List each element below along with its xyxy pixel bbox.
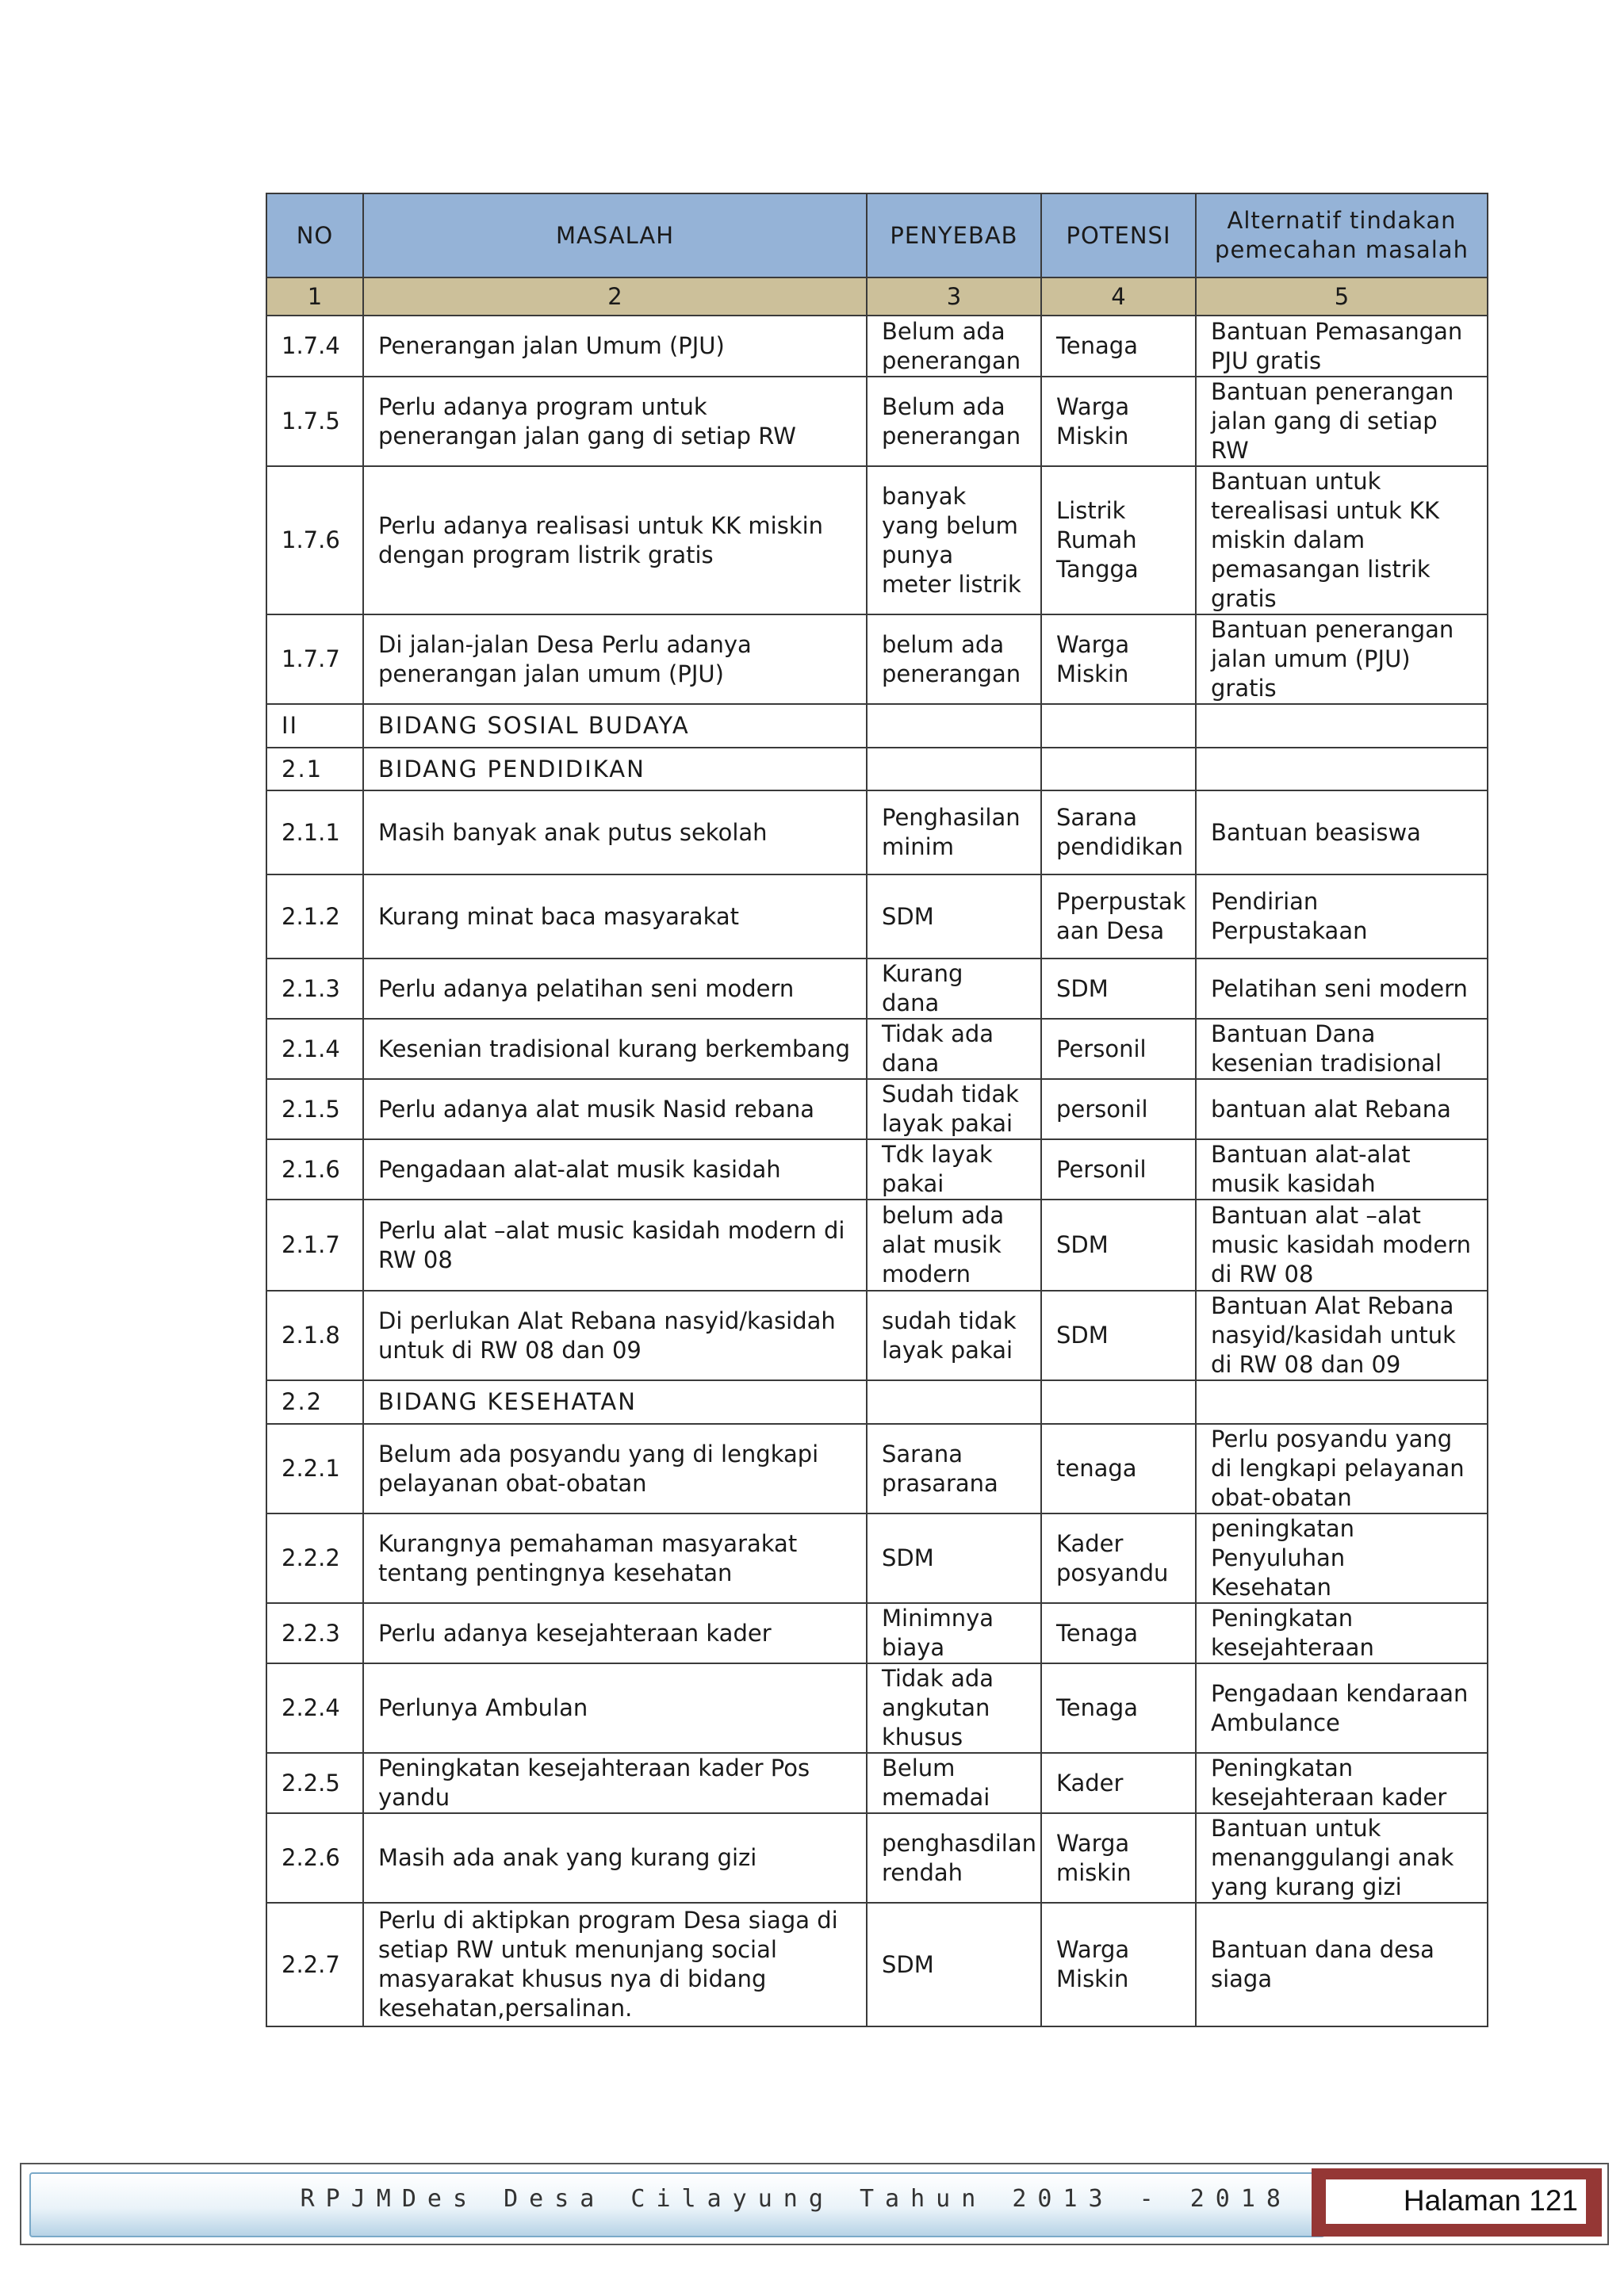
- cell-masalah: Perlu di aktipkan program Desa siaga di setiap RW untuk menunjang social masyarakat khusus nya di bidang kesehatan,persalinan.: [363, 1903, 867, 2026]
- cell-alternatif: [1196, 748, 1488, 790]
- cell-no: 2.2.1: [266, 1424, 363, 1513]
- cell-masalah: Peningkatan kesejahteraan kader Pos yandu: [363, 1753, 867, 1813]
- cell-penyebab: SDM: [867, 1513, 1041, 1603]
- cell-alternatif: Peningkatan kesejahteraan kader: [1196, 1753, 1488, 1813]
- cell-masalah: Perlu adanya program untuk penerangan jalan gang di setiap RW: [363, 377, 867, 466]
- cell-penyebab: banyak yang belum punya meter listrik: [867, 466, 1041, 614]
- cell-no: 2.2.6: [266, 1813, 363, 1903]
- footer-document-title: RPJMDes Desa Cilayung Tahun 2013 - 2018: [300, 2185, 1292, 2213]
- cell-alternatif: Bantuan Alat Rebana nasyid/kasidah untuk di RW 08 dan 09: [1196, 1291, 1488, 1380]
- cell-potensi: personil: [1041, 1079, 1196, 1139]
- cell-alternatif: Bantuan penerangan jalan gang di setiap RW: [1196, 377, 1488, 466]
- cell-masalah: Kurangnya pemahaman masyarakat tentang pentingnya kesehatan: [363, 1513, 867, 1603]
- cell-penyebab: [867, 748, 1041, 790]
- cell-potensi: Warga Miskin: [1041, 1903, 1196, 2026]
- cell-penyebab: Belum ada penerangan: [867, 316, 1041, 377]
- table-row: [266, 748, 1488, 790]
- column-number: 4: [1041, 277, 1196, 316]
- cell-masalah: Di perlukan Alat Rebana nasyid/kasidah untuk di RW 08 dan 09: [363, 1291, 867, 1380]
- cell-potensi: Warga miskin: [1041, 1813, 1196, 1903]
- cell-alternatif: Pengadaan kendaraan Ambulance: [1196, 1663, 1488, 1753]
- cell-no: 2.1: [266, 748, 363, 790]
- cell-no: 1.7.5: [266, 377, 363, 466]
- column-number: 1: [266, 277, 363, 316]
- cell-penyebab: Belum memadai: [867, 1753, 1041, 1813]
- cell-potensi: [1041, 748, 1196, 790]
- cell-potensi: Tenaga: [1041, 316, 1196, 377]
- cell-no: 1.7.4: [266, 316, 363, 377]
- cell-no: 2.1.7: [266, 1200, 363, 1291]
- cell-no: 2.2: [266, 1380, 363, 1424]
- header-masalah: MASALAH: [363, 193, 867, 277]
- cell-potensi: Warga Miskin: [1041, 377, 1196, 466]
- cell-no: 1.7.6: [266, 466, 363, 614]
- cell-alternatif: Bantuan untuk terealisasi untuk KK miskin dalam pemasangan listrik gratis: [1196, 466, 1488, 614]
- cell-potensi: Personil: [1041, 1019, 1196, 1079]
- page-number: Halaman 121: [1403, 2184, 1578, 2217]
- cell-potensi: SDM: [1041, 1200, 1196, 1291]
- page-number-inner: [1326, 2179, 1586, 2224]
- table-row: [266, 874, 1488, 959]
- column-number: 2: [363, 277, 867, 316]
- cell-masalah: Perlu adanya realisasi untuk KK miskin dengan program listrik gratis: [363, 466, 867, 614]
- cell-masalah: Perlu adanya alat musik Nasid rebana: [363, 1079, 867, 1139]
- cell-masalah: Masih ada anak yang kurang gizi: [363, 1813, 867, 1903]
- table-row: [266, 316, 1488, 377]
- cell-penyebab: Sudah tidak layak pakai: [867, 1079, 1041, 1139]
- cell-masalah: Kesenian tradisional kurang berkembang: [363, 1019, 867, 1079]
- cell-no: 2.2.5: [266, 1753, 363, 1813]
- header-penyebab: PENYEBAB: [867, 193, 1041, 277]
- cell-potensi: SDM: [1041, 959, 1196, 1019]
- cell-alternatif: Perlu posyandu yang di lengkapi pelayanan obat-obatan: [1196, 1424, 1488, 1513]
- cell-alternatif: Bantuan Dana kesenian tradisional: [1196, 1019, 1488, 1079]
- cell-masalah: Perlunya Ambulan: [363, 1663, 867, 1753]
- table-row: [266, 959, 1488, 1019]
- cell-no: 2.2.7: [266, 1903, 363, 2026]
- table-row: [266, 790, 1488, 874]
- cell-penyebab: belum ada penerangan: [867, 614, 1041, 704]
- cell-penyebab: Sarana prasarana: [867, 1424, 1041, 1513]
- cell-alternatif: [1196, 1380, 1488, 1424]
- cell-potensi: Listrik Rumah Tangga: [1041, 466, 1196, 614]
- table-row: [266, 377, 1488, 466]
- cell-penyebab: Tidak ada dana: [867, 1019, 1041, 1079]
- cell-masalah: BIDANG KESEHATAN: [363, 1380, 867, 1424]
- cell-masalah: Perlu adanya pelatihan seni modern: [363, 959, 867, 1019]
- cell-potensi: [1041, 1380, 1196, 1424]
- cell-penyebab: Belum ada penerangan: [867, 377, 1041, 466]
- table-row: [266, 614, 1488, 704]
- cell-masalah: Belum ada posyandu yang di lengkapi pelayanan obat-obatan: [363, 1424, 867, 1513]
- problem-table-container: [266, 193, 1487, 2027]
- table-row: [266, 1200, 1488, 1291]
- problem-table: [266, 193, 1488, 2027]
- cell-alternatif: bantuan alat Rebana: [1196, 1079, 1488, 1139]
- cell-alternatif: Bantuan penerangan jalan umum (PJU) gratis: [1196, 614, 1488, 704]
- table-row: [266, 1903, 1488, 2026]
- cell-no: 2.2.4: [266, 1663, 363, 1753]
- cell-penyebab: Penghasilan minim: [867, 790, 1041, 874]
- header-potensi: POTENSI: [1041, 193, 1196, 277]
- cell-penyebab: Tdk layak pakai: [867, 1139, 1041, 1200]
- table-row: [266, 1291, 1488, 1380]
- column-number-row: [266, 277, 1488, 316]
- table-row: [266, 1753, 1488, 1813]
- cell-alternatif: Bantuan alat-alat musik kasidah: [1196, 1139, 1488, 1200]
- page-footer: [20, 2163, 1609, 2245]
- cell-potensi: [1041, 704, 1196, 748]
- cell-masalah: BIDANG PENDIDIKAN: [363, 748, 867, 790]
- cell-masalah: Penerangan jalan Umum (PJU): [363, 316, 867, 377]
- cell-no: 2.1.5: [266, 1079, 363, 1139]
- cell-potensi: SDM: [1041, 1291, 1196, 1380]
- cell-potensi: Kader posyandu: [1041, 1513, 1196, 1603]
- cell-alternatif: Bantuan untuk menanggulangi anak yang kurang gizi: [1196, 1813, 1488, 1903]
- table-row: [266, 1079, 1488, 1139]
- cell-penyebab: Kurang dana: [867, 959, 1041, 1019]
- cell-alternatif: Peningkatan kesejahteraan: [1196, 1603, 1488, 1663]
- cell-penyebab: SDM: [867, 874, 1041, 959]
- table-row: [266, 1513, 1488, 1603]
- cell-potensi: Tenaga: [1041, 1663, 1196, 1753]
- cell-no: 2.2.3: [266, 1603, 363, 1663]
- cell-penyebab: [867, 1380, 1041, 1424]
- cell-penyebab: sudah tidak layak pakai: [867, 1291, 1041, 1380]
- column-number: 3: [867, 277, 1041, 316]
- table-row: [266, 1139, 1488, 1200]
- cell-alternatif: Pelatihan seni modern: [1196, 959, 1488, 1019]
- cell-penyebab: Tidak ada angkutan khusus: [867, 1663, 1041, 1753]
- cell-no: 2.2.2: [266, 1513, 363, 1603]
- cell-potensi: Personil: [1041, 1139, 1196, 1200]
- cell-no: 2.1.2: [266, 874, 363, 959]
- cell-no: 2.1.3: [266, 959, 363, 1019]
- cell-potensi: Kader: [1041, 1753, 1196, 1813]
- cell-potensi: Sarana pendidikan: [1041, 790, 1196, 874]
- header-no: NO: [266, 193, 363, 277]
- cell-potensi: Pperpustak aan Desa: [1041, 874, 1196, 959]
- table-header-row: [266, 193, 1488, 277]
- cell-masalah: Di jalan-jalan Desa Perlu adanya penerangan jalan umum (PJU): [363, 614, 867, 704]
- cell-penyebab: SDM: [867, 1903, 1041, 2026]
- cell-masalah: Pengadaan alat-alat musik kasidah: [363, 1139, 867, 1200]
- footer-band: [29, 2172, 1325, 2237]
- column-number: 5: [1196, 277, 1488, 316]
- table-row: [266, 1603, 1488, 1663]
- cell-no: 1.7.7: [266, 614, 363, 704]
- cell-masalah: Masih banyak anak putus sekolah: [363, 790, 867, 874]
- cell-potensi: Tenaga: [1041, 1603, 1196, 1663]
- cell-no: 2.1.6: [266, 1139, 363, 1200]
- cell-penyebab: belum ada alat musik modern: [867, 1200, 1041, 1291]
- table-body: [266, 316, 1488, 2026]
- cell-masalah: Perlu adanya kesejahteraan kader: [363, 1603, 867, 1663]
- cell-masalah: BIDANG SOSIAL BUDAYA: [363, 704, 867, 748]
- header-alternatif: Alternatif tindakan pemecahan masalah: [1196, 193, 1488, 277]
- table-row: [266, 704, 1488, 748]
- page-number-box: [1312, 2168, 1602, 2237]
- cell-no: II: [266, 704, 363, 748]
- cell-penyebab: penghasdilan rendah: [867, 1813, 1041, 1903]
- table-row: [266, 1663, 1488, 1753]
- table-row: [266, 1813, 1488, 1903]
- cell-penyebab: Minimnya biaya: [867, 1603, 1041, 1663]
- cell-no: 2.1.8: [266, 1291, 363, 1380]
- table-row: [266, 1424, 1488, 1513]
- cell-alternatif: Bantuan dana desa siaga: [1196, 1903, 1488, 2026]
- table-row: [266, 1019, 1488, 1079]
- cell-penyebab: [867, 704, 1041, 748]
- cell-potensi: Warga Miskin: [1041, 614, 1196, 704]
- cell-potensi: tenaga: [1041, 1424, 1196, 1513]
- table-row: [266, 1380, 1488, 1424]
- cell-masalah: Kurang minat baca masyarakat: [363, 874, 867, 959]
- table-row: [266, 466, 1488, 614]
- cell-alternatif: [1196, 704, 1488, 748]
- cell-alternatif: peningkatan Penyuluhan Kesehatan: [1196, 1513, 1488, 1603]
- cell-alternatif: Bantuan alat –alat music kasidah modern di RW 08: [1196, 1200, 1488, 1291]
- cell-masalah: Perlu alat –alat music kasidah modern di RW 08: [363, 1200, 867, 1291]
- cell-alternatif: Bantuan beasiswa: [1196, 790, 1488, 874]
- cell-no: 2.1.1: [266, 790, 363, 874]
- cell-no: 2.1.4: [266, 1019, 363, 1079]
- cell-alternatif: Bantuan Pemasangan PJU gratis: [1196, 316, 1488, 377]
- cell-alternatif: Pendirian Perpustakaan: [1196, 874, 1488, 959]
